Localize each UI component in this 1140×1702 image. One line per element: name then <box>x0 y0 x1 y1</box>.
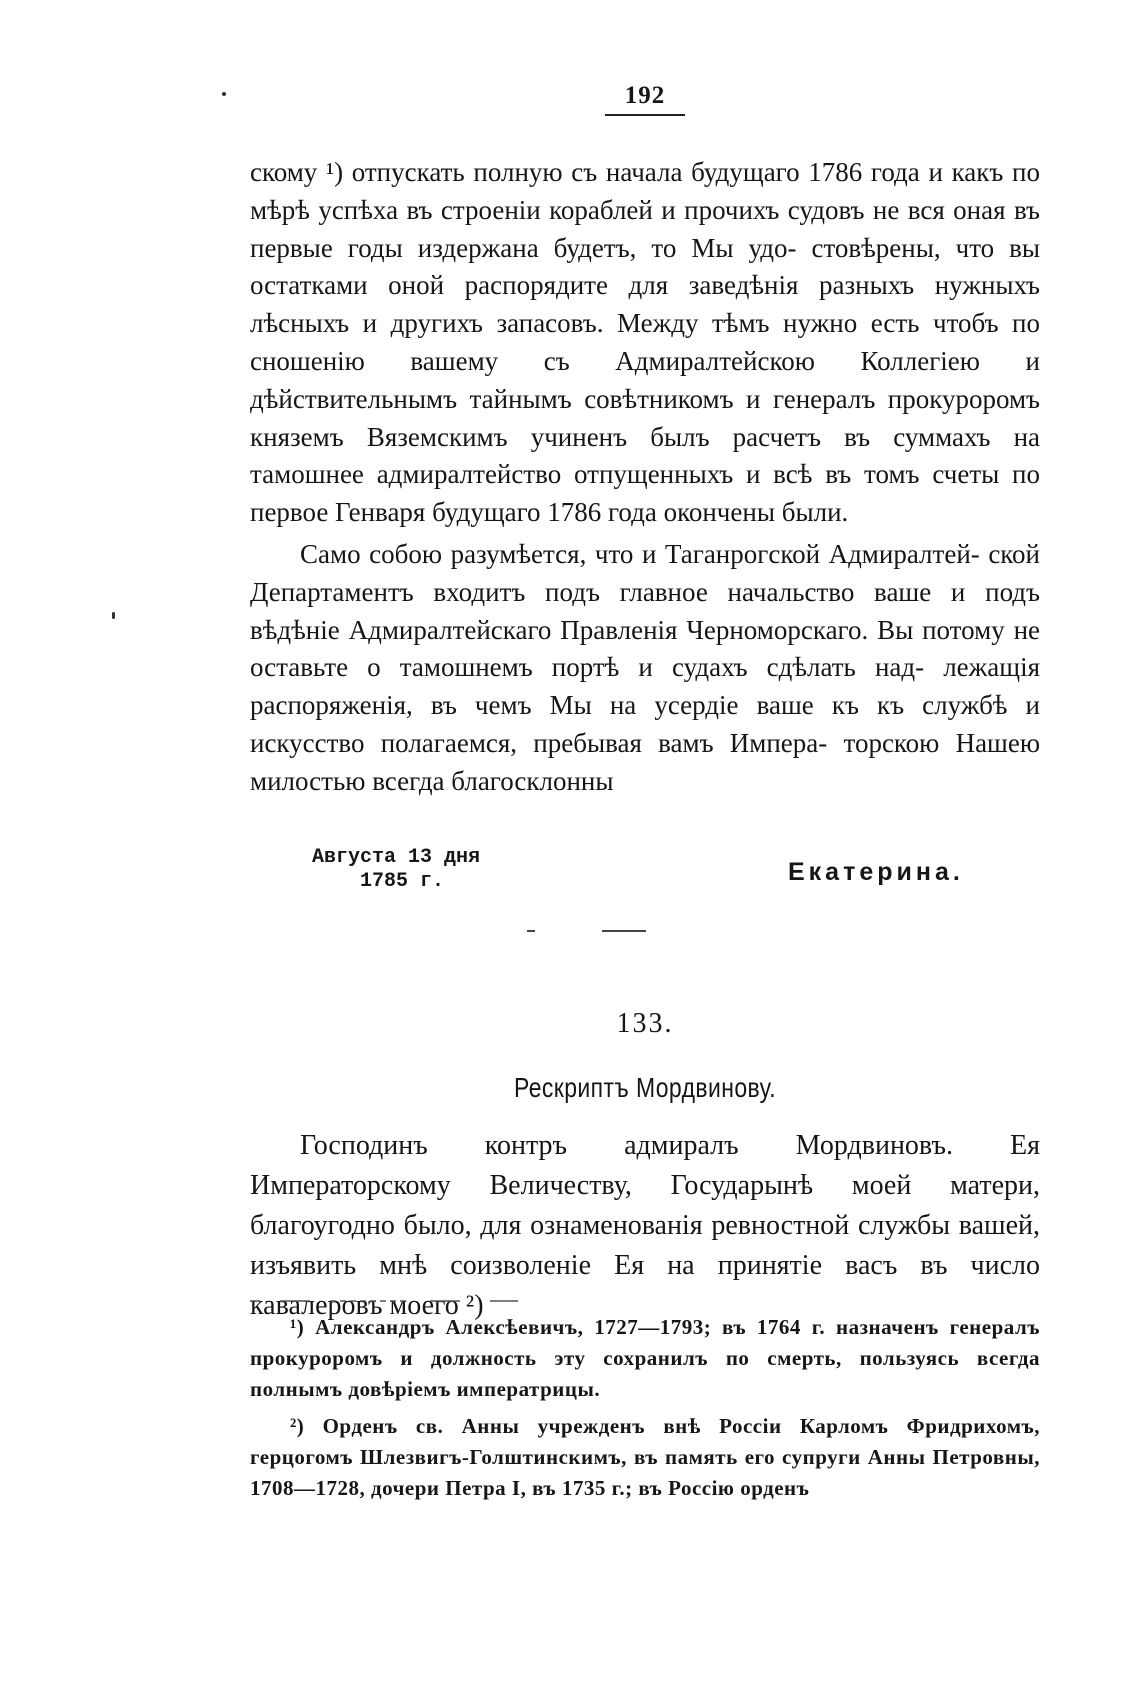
footnote-1: ¹) Александръ Алексѣевичъ, 1727—1793; въ 1764 г. назначенъ генералъ прокуроромъ и должность эту сохранилъ по смерть, пользуясь всегда полнымъ довѣріемъ императрицы. <box>250 1315 1040 1401</box>
text-line: какъ по мѣрѣ успѣха въ строеніи кораблей и прочихъ судовъ <box>250 157 1040 225</box>
date-line: Августа 13 дня <box>312 846 481 869</box>
paragraph-taganrog <box>250 536 1040 801</box>
footnotes <box>250 1312 1040 1510</box>
signer-name: Екатерина. <box>788 858 964 886</box>
text-line: Само собою разумѣется, что и Таганрогской Адмиралтей- <box>300 538 980 569</box>
page-number: 192 <box>624 82 666 109</box>
text-line: къ службѣ и искусство полагаемся, пребывая вамъ Импера- <box>250 690 1041 758</box>
rescript-body: Господинъ контръ адмиралъ Мордвиновъ. Ея Императорскому Величеству, Государынѣ моей матери, благоугодно было, для ознаменованія ревностной службы вашей, изъявить мнѣ соизволеніе Ея на принятіе васъ въ число кавалеровъ моего ²) <box>250 1130 1040 1321</box>
text-line: нужно есть чтобъ по сношенію вашему съ Адмиралтейскою <box>250 308 1041 376</box>
text-line: подъ вѣдѣніе Адмиралтейскаго Правленія Черноморскаго. Вы <box>250 576 1040 645</box>
date-year: 1785 г. <box>360 870 445 893</box>
document-title: Рескриптъ Мордвинову. <box>513 1072 776 1103</box>
text-line: суммахъ на тамошнее адмиралтейство отпущенныхъ и всѣ въ <box>250 421 1040 490</box>
text-line: скому ¹) отпускать полную съ начала будущаго 1786 года и <box>250 157 943 187</box>
text-line: стовѣрены, что вы остатками оной распорядите для заведѣнія <box>250 232 1041 301</box>
stray-mark-top <box>222 92 226 96</box>
text-line: томъ счеты по первое Генваря будущаго 1786 года окончены <box>250 459 1040 528</box>
text-line: не вся оная въ первые годы издержана будетъ, то Мы удо- <box>250 194 1040 263</box>
signature-block <box>250 846 1040 906</box>
footnote-2: ²) Орденъ св. Анны учрежденъ внѣ Россіи Карломъ Фридрихомъ, герцогомъ Шлезвигъ-Голштинскимъ, въ память его супруги Анны Петровны, 1708—1728, дочери Петра I, въ 1735 г.; въ Россію орденъ <box>250 1414 1040 1500</box>
footnote-rule <box>250 1300 1040 1302</box>
text-line: прокуроромъ княземъ Вяземскимъ учиненъ былъ расчетъ въ <box>250 383 1040 452</box>
separator-dash <box>602 930 646 932</box>
main-text <box>250 154 1040 801</box>
paragraph-continuation <box>250 154 1040 532</box>
page-number-rule <box>605 114 685 116</box>
text-line: потому не оставьте о тамошнемъ портѣ и судахъ сдѣлать над- <box>250 614 1041 683</box>
document-number: 133. <box>616 1008 674 1039</box>
stray-mark-margin <box>112 612 115 619</box>
text-line: разныхъ нужныхъ лѣсныхъ и другихъ запасовъ. Между тѣмъ <box>250 270 1040 339</box>
text-line: ской Департаментъ входитъ подъ главное начальство ваше и <box>250 538 1041 607</box>
text-line: торскою Нашею милостью всегда благосклонны <box>250 727 1040 796</box>
text-line: были. <box>781 497 849 528</box>
text-line: Коллегіею и дѣйствительнымъ тайнымъ совѣтникомъ и генералъ <box>250 345 1040 414</box>
separator-dash <box>527 930 535 932</box>
text-line: лежащія распоряженія, въ чемъ Мы на усердіе ваше къ <box>250 652 1040 721</box>
date <box>312 846 480 894</box>
